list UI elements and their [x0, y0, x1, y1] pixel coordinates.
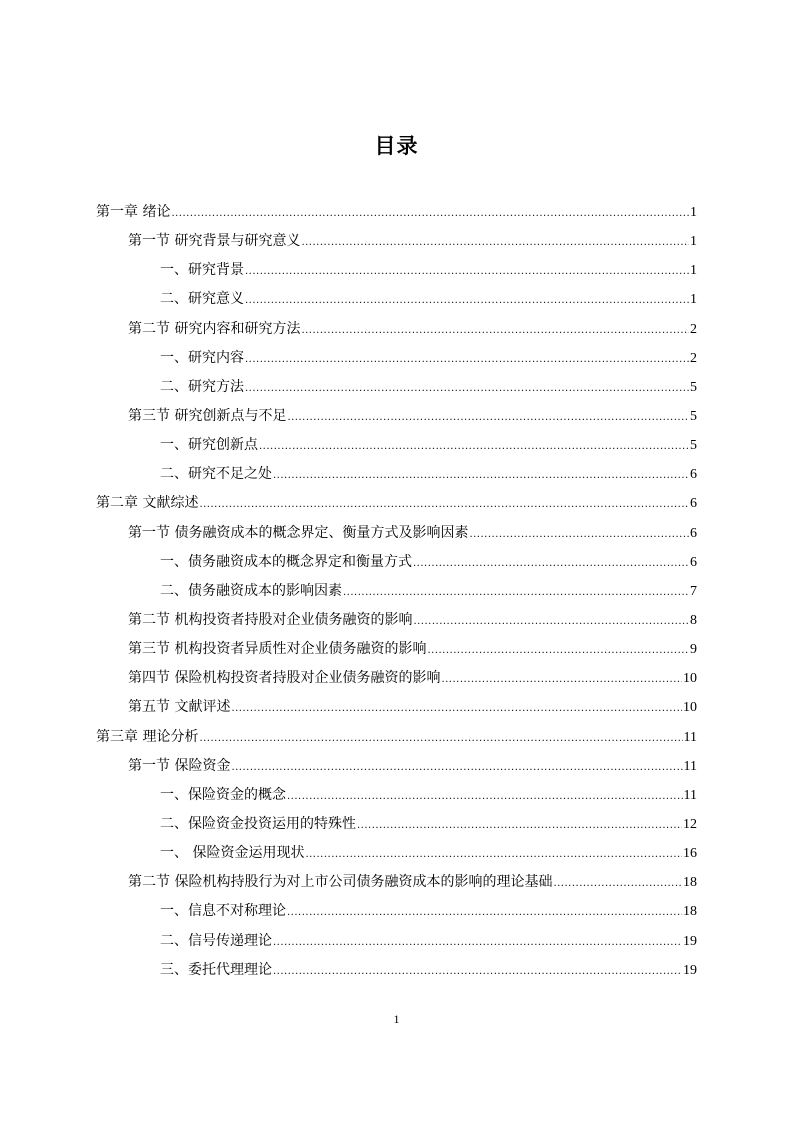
toc-entry-page: 6 [690, 554, 697, 570]
toc-entry-page: 12 [683, 816, 697, 832]
dot-leader [259, 432, 689, 461]
toc-entry-label: 第一节 保险资金 [128, 757, 231, 774]
toc-entry[interactable] [96, 868, 697, 897]
toc-entry-label: 二、研究不足之处 [160, 466, 272, 483]
toc-entry[interactable] [96, 606, 697, 635]
dot-leader [413, 549, 689, 578]
toc-entry-label: 第一节 研究背景与研究意义 [128, 233, 301, 250]
toc-entry-page: 1 [690, 234, 697, 250]
toc-entry-page: 5 [690, 379, 697, 395]
table-of-contents [96, 198, 697, 985]
toc-entry-label: 第三节 机构投资者异质性对企业债务融资的影响 [128, 641, 427, 658]
toc-entry[interactable] [96, 927, 697, 956]
dot-leader [245, 286, 689, 315]
toc-entry[interactable] [96, 635, 697, 664]
dot-leader [245, 345, 689, 374]
dot-leader [553, 869, 682, 898]
toc-entry[interactable] [96, 693, 697, 722]
toc-entry[interactable] [96, 256, 697, 285]
dot-leader [231, 753, 682, 782]
toc-entry-label: 一、 保险资金运用现状 [160, 845, 305, 862]
dot-leader [199, 490, 689, 519]
toc-entry[interactable] [96, 752, 697, 781]
toc-entry[interactable] [96, 897, 697, 926]
dot-leader [469, 520, 689, 549]
toc-entry[interactable] [96, 577, 697, 606]
toc-entry-label: 第二节 保险机构持股行为对上市公司债务融资成本的影响的理论基础 [128, 874, 553, 891]
toc-entry-label: 一、研究内容 [160, 349, 244, 366]
toc-entry-label: 一、研究创新点 [160, 437, 258, 454]
toc-entry-label: 二、信号传递理论 [160, 932, 272, 949]
toc-entry[interactable] [96, 373, 697, 402]
toc-entry-label: 三、委托代理理论 [160, 961, 272, 978]
dot-leader [199, 724, 682, 753]
toc-entry-label: 第二节 机构投资者持股对企业债务融资的影响 [128, 611, 413, 628]
toc-entry-label: 第三章 理论分析 [96, 728, 199, 745]
dot-leader [305, 840, 682, 869]
toc-entry-label: 二、债务融资成本的影响因素 [160, 582, 342, 599]
toc-entry-page: 6 [690, 496, 697, 512]
toc-entry-page: 9 [690, 642, 697, 658]
dot-leader [427, 636, 689, 665]
toc-entry-page: 18 [683, 875, 697, 891]
toc-entry[interactable] [96, 548, 697, 577]
toc-entry[interactable] [96, 489, 697, 518]
toc-entry-label: 第四节 保险机构投资者持股对企业债务融资的影响 [128, 670, 441, 687]
toc-entry-page: 11 [683, 729, 697, 745]
dot-leader [287, 782, 683, 811]
toc-entry[interactable] [96, 781, 697, 810]
toc-entry-page: 1 [690, 292, 697, 308]
toc-entry-page: 8 [690, 612, 697, 628]
dot-leader [287, 898, 682, 927]
toc-entry-label: 一、保险资金的概念 [160, 786, 286, 803]
dot-leader [413, 607, 689, 636]
toc-entry[interactable] [96, 402, 697, 431]
toc-entry-page: 2 [690, 350, 697, 366]
toc-entry[interactable] [96, 664, 697, 693]
toc-entry-page: 1 [690, 205, 697, 220]
toc-entry-page: 16 [683, 846, 697, 862]
toc-entry[interactable] [96, 227, 697, 256]
toc-entry[interactable] [96, 519, 697, 548]
toc-entry-page: 19 [683, 962, 697, 978]
dot-leader [245, 374, 689, 403]
toc-entry-page: 2 [690, 321, 697, 337]
toc-entry-page: 5 [690, 408, 697, 424]
toc-entry-page: 10 [683, 700, 697, 716]
dot-leader [301, 228, 689, 257]
toc-entry[interactable] [96, 315, 697, 344]
toc-entry-page: 7 [690, 583, 697, 599]
toc-entry-label: 第三节 研究创新点与不足 [128, 407, 287, 424]
toc-entry-page: 5 [690, 438, 697, 454]
toc-entry-label: 第一章 绪论 [96, 204, 171, 220]
dot-leader [171, 199, 689, 228]
toc-entry-label: 一、信息不对称理论 [160, 903, 286, 920]
toc-entry-label: 二、研究方法 [160, 378, 244, 395]
toc-entry-page: 10 [683, 671, 697, 687]
toc-entry-page: 6 [690, 525, 697, 541]
toc-entry[interactable] [96, 431, 697, 460]
toc-entry-label: 二、保险资金投资运用的特殊性 [160, 815, 356, 832]
toc-entry-label: 一、研究背景 [160, 262, 244, 279]
dot-leader [231, 694, 682, 723]
toc-entry-label: 一、债务融资成本的概念界定和衡量方式 [160, 553, 412, 570]
dot-leader [287, 403, 689, 432]
toc-entry-label: 第五节 文献评述 [128, 699, 231, 716]
dot-leader [273, 928, 682, 957]
toc-entry-label: 二、研究意义 [160, 291, 244, 308]
dot-leader [273, 461, 689, 490]
toc-entry-page: 18 [683, 904, 697, 920]
toc-entry[interactable] [96, 839, 697, 868]
toc-entry[interactable] [96, 344, 697, 373]
toc-entry-label: 第一节 债务融资成本的概念界定、衡量方式及影响因素 [128, 524, 469, 541]
toc-entry-label: 第二章 文献综述 [96, 495, 199, 512]
toc-entry-page: 11 [683, 787, 697, 803]
toc-entry-page: 11 [683, 758, 697, 774]
toc-entry[interactable] [96, 460, 697, 489]
page-number: 1 [393, 1012, 400, 1026]
page-title: 目录 [374, 134, 419, 159]
toc-entry-page: 6 [690, 467, 697, 483]
dot-leader [301, 316, 689, 345]
dot-leader [273, 957, 682, 986]
toc-entry-label: 第二节 研究内容和研究方法 [128, 320, 301, 337]
toc-entry[interactable] [96, 198, 697, 227]
toc-entry[interactable] [96, 956, 697, 985]
dot-leader [441, 665, 682, 694]
toc-entry[interactable] [96, 723, 697, 752]
dot-leader [245, 257, 689, 286]
toc-entry-page: 1 [690, 263, 697, 279]
toc-entry[interactable] [96, 285, 697, 314]
dot-leader [343, 578, 689, 607]
toc-entry-page: 19 [683, 933, 697, 949]
dot-leader [357, 811, 682, 840]
toc-entry[interactable] [96, 810, 697, 839]
